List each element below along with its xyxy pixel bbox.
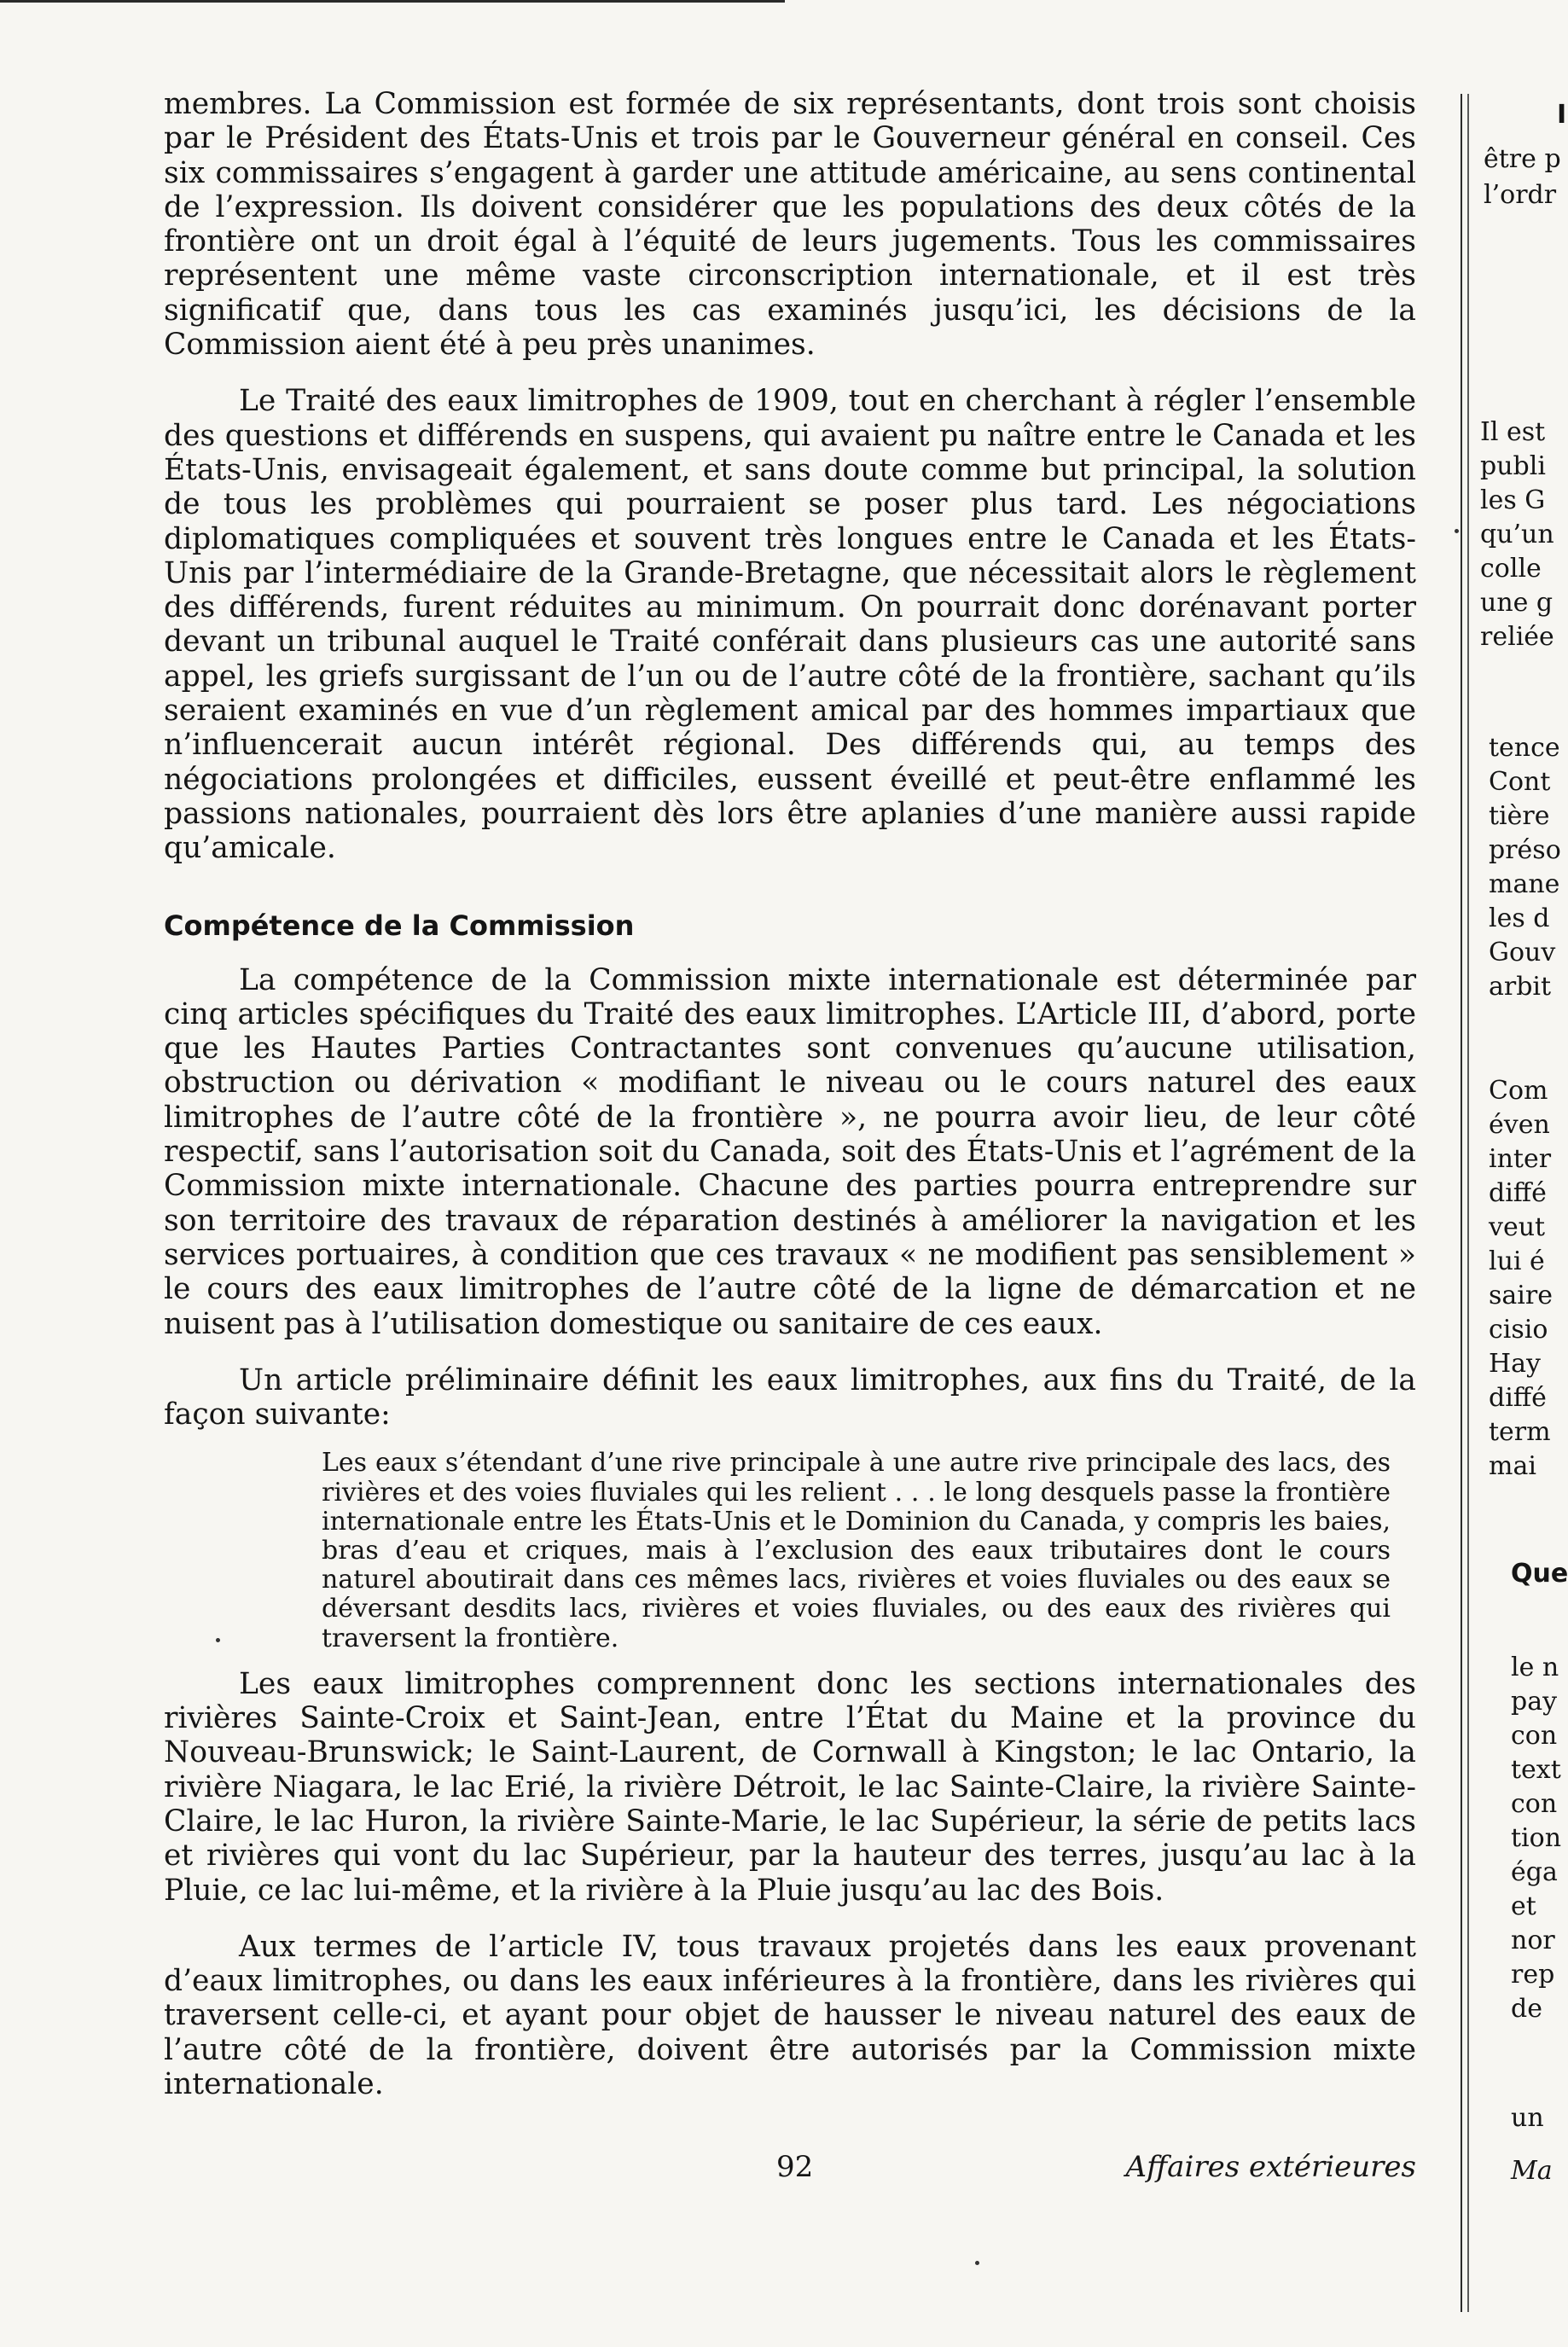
adjacent-page-line: Que xyxy=(1511,1559,1568,1589)
scan-speck xyxy=(975,2261,979,2265)
scan-speck xyxy=(1455,529,1459,533)
adjacent-page-line: Hay xyxy=(1489,1349,1541,1379)
main-text-column xyxy=(164,87,1416,2101)
section-heading: Compétence de la Commission xyxy=(164,909,635,942)
adjacent-page-line: et xyxy=(1511,1891,1536,1921)
adjacent-page-line: les G xyxy=(1480,485,1546,515)
paragraph-preliminary-article: Un article préliminaire définit les eaux limitrophes, aux fins du Traité, de la façon suivante: xyxy=(164,1362,1416,1432)
adjacent-page-line: un xyxy=(1511,2103,1544,2133)
paragraph-article-iv: Aux termes de l’article IV, tous travaux projetés dans les eaux provenant d’eaux limitrophes, ou dans les eaux inférieures à la frontière, dans les rivières qui traversent celle-ci, et ayant pour objet de hausser le niveau naturel des eaux de l’autre côté de la frontière, doivent être autorisés par la Commission mixte internationale. xyxy=(164,1929,1416,2102)
page-gutter-line-inner xyxy=(1467,94,1469,2312)
adjacent-page-line: mane xyxy=(1489,869,1560,899)
page-footer xyxy=(164,2150,1416,2193)
adjacent-page-line: une g xyxy=(1480,588,1553,618)
adjacent-page-line: Com xyxy=(1489,1076,1548,1106)
adjacent-page-line: Cont xyxy=(1489,767,1551,797)
adjacent-page-line: tière xyxy=(1489,801,1550,831)
adjacent-page-line: mai xyxy=(1489,1451,1536,1481)
adjacent-page-line: Ma xyxy=(1511,2156,1553,2186)
adjacent-page-line: tence xyxy=(1489,733,1560,763)
scan-speck xyxy=(216,1638,220,1642)
adjacent-page-line: éven xyxy=(1489,1110,1550,1140)
adjacent-page-line: qu’un xyxy=(1480,520,1554,549)
page-gutter-line xyxy=(1461,94,1462,2312)
adjacent-page-line: Il est xyxy=(1480,417,1546,447)
adjacent-page-fragment xyxy=(1478,0,1568,2347)
adjacent-page-line: préso xyxy=(1489,835,1561,865)
adjacent-page-line: rep xyxy=(1511,1960,1555,1990)
paragraph-boundary-waters-list: Les eaux limitrophes comprennent donc les sections internationales des rivières Sainte-Croix et Saint-Jean, entre l’État du Maine et la province du Nouveau-Brunswick; le Saint-Laurent, de Cornwall à Kingston; le lac Ontario, la rivière Niagara, le lac Erié, la rivière Détroit, le lac Sainte-Claire, la rivière Sainte-Claire, le lac Huron, la rivière Sainte-Marie, le lac Supérieur, la série de petits lacs et rivières qui vont du lac Supérieur, par la hauteur des terres, jusqu’au lac à la Pluie, ce lac lui-même, et la rivière à la Pluie jusqu’au lac des Bois. xyxy=(164,1666,1416,1908)
treaty-quote: Les eaux s’étendant d’une rive principale à une autre rive principale des lacs, des rivières et des voies fluviales qui les relient . . . le long desquels passe la frontière internationale entre les États-Unis et le Dominion du Canada, y compris les baies, bras d’eau et criques, mais à l’exclusion des eaux tributaires dont le cours naturel aboutirait dans ces mêmes lacs, rivières et voies fluviales ou des eaux se déversant desdits lacs, rivières et voies fluviales, ou des eaux des rivières qui traversent la frontière. xyxy=(322,1448,1391,1653)
paragraph-competence: La compétence de la Commission mixte internationale est déterminée par cinq articles spécifiques du Traité des eaux limitrophes. L’Article III, d’abord, porte que les Hautes Parties Contractantes sont convenues qu’aucune utilisation, obstruction ou dérivation « modifiant le niveau ou le cours naturel des eaux limitrophes de l’autre côté de la frontière », ne pourra avoir lieu, de leur côté respectif, sans l’autorisation soit du Canada, soit des États-Unis et l’agrément de la Commission mixte internationale. Chacune des parties pourra entreprendre sur son territoire des travaux de réparation destinés à améliorer la navigation et les services portuaires, à condition que ces travaux « ne modifient pas sensiblement » le cours des eaux limitrophes de l’autre côté de la ligne de démarcation et ne nuisent pas à l’utilisation domestique ou sanitaire de ces eaux. xyxy=(164,962,1416,1341)
adjacent-page-line: diffé xyxy=(1489,1383,1547,1413)
adjacent-page-line: diffé xyxy=(1489,1178,1547,1208)
adjacent-page-line: reliée xyxy=(1480,622,1554,652)
adjacent-page-line: éga xyxy=(1511,1857,1558,1887)
adjacent-page-line: pay xyxy=(1511,1687,1558,1717)
adjacent-page-line: saire xyxy=(1489,1281,1553,1310)
adjacent-page-line: cisio xyxy=(1489,1315,1548,1345)
adjacent-page-line: text xyxy=(1511,1755,1561,1785)
paragraph-commission-members: membres. La Commission est formée de six représentants, dont trois sont choisis par le Président des États-Unis et trois par le Gouverneur général en conseil. Ces six commissaires s’engagent à garder une attitude américaine, au sens continental de l’expression. Ils doivent considérer que les populations des deux côtés de la frontière ont un droit égal à l’équité de leurs jugements. Tous les commissaires représentent une même vaste circonscription internationale, et il est très significatif que, dans tous les cas examinés jusqu’ici, les décisions de la Commission aient été à peu près unanimes. xyxy=(164,87,1416,363)
page-number: 92 xyxy=(776,2150,814,2184)
adjacent-page-line: tion xyxy=(1511,1823,1562,1853)
adjacent-page-line: I xyxy=(1557,100,1567,130)
adjacent-page-line: con xyxy=(1511,1789,1558,1819)
journal-title: Affaires extérieures xyxy=(1125,2150,1416,2184)
top-rule xyxy=(0,0,785,3)
adjacent-page-line: lui é xyxy=(1489,1246,1545,1276)
paragraph-treaty-1909: Le Traité des eaux limitrophes de 1909, tout en cherchant à régler l’ensemble des questions et différends en suspens, qui avaient pu naître entre le Canada et les États-Unis, envisageait également, et sans doute comme but principal, la solution de tous les problèmes qui pourraient se poser plus tard. Les négociations diplomatiques compliquées et souvent très longues entre le Canada et les États-Unis par l’intermédiaire de la Grande-Bretagne, que nécessitait alors le règlement des différends, furent réduites au minimum. On pourrait donc dorénavant porter devant un tribunal auquel le Traité conférait dans plusieurs cas une autorité sans appel, les griefs surgissant de l’un ou de l’autre côté de la frontière, sachant qu’ils seraient examinés en vue d’un règlement amical par des hommes impartiaux que n’influencerait aucun intérêt régional. Des différends qui, au temps des négociations prolongées et difficiles, eussent éveillé et peut-être enflammé les passions nationales, pourraient dès lors être aplanies d’une manière aussi rapide qu’amicale. xyxy=(164,384,1416,866)
adjacent-page-line: publi xyxy=(1480,451,1546,481)
adjacent-page-line: être p xyxy=(1484,144,1561,174)
adjacent-page-line: con xyxy=(1511,1721,1558,1751)
adjacent-page-line: arbit xyxy=(1489,972,1552,1002)
adjacent-page-line: colle xyxy=(1480,554,1542,584)
adjacent-page-line: l’ordr xyxy=(1484,180,1557,210)
adjacent-page-line: les d xyxy=(1489,903,1550,933)
adjacent-page-line: le n xyxy=(1511,1653,1559,1682)
adjacent-page-line: Gouv xyxy=(1489,938,1556,967)
adjacent-page-line: de xyxy=(1511,1994,1542,2024)
adjacent-page-line: term xyxy=(1489,1417,1551,1447)
adjacent-page-line: nor xyxy=(1511,1926,1555,1955)
adjacent-page-line: inter xyxy=(1489,1144,1552,1174)
adjacent-page-line: veut xyxy=(1489,1212,1546,1242)
